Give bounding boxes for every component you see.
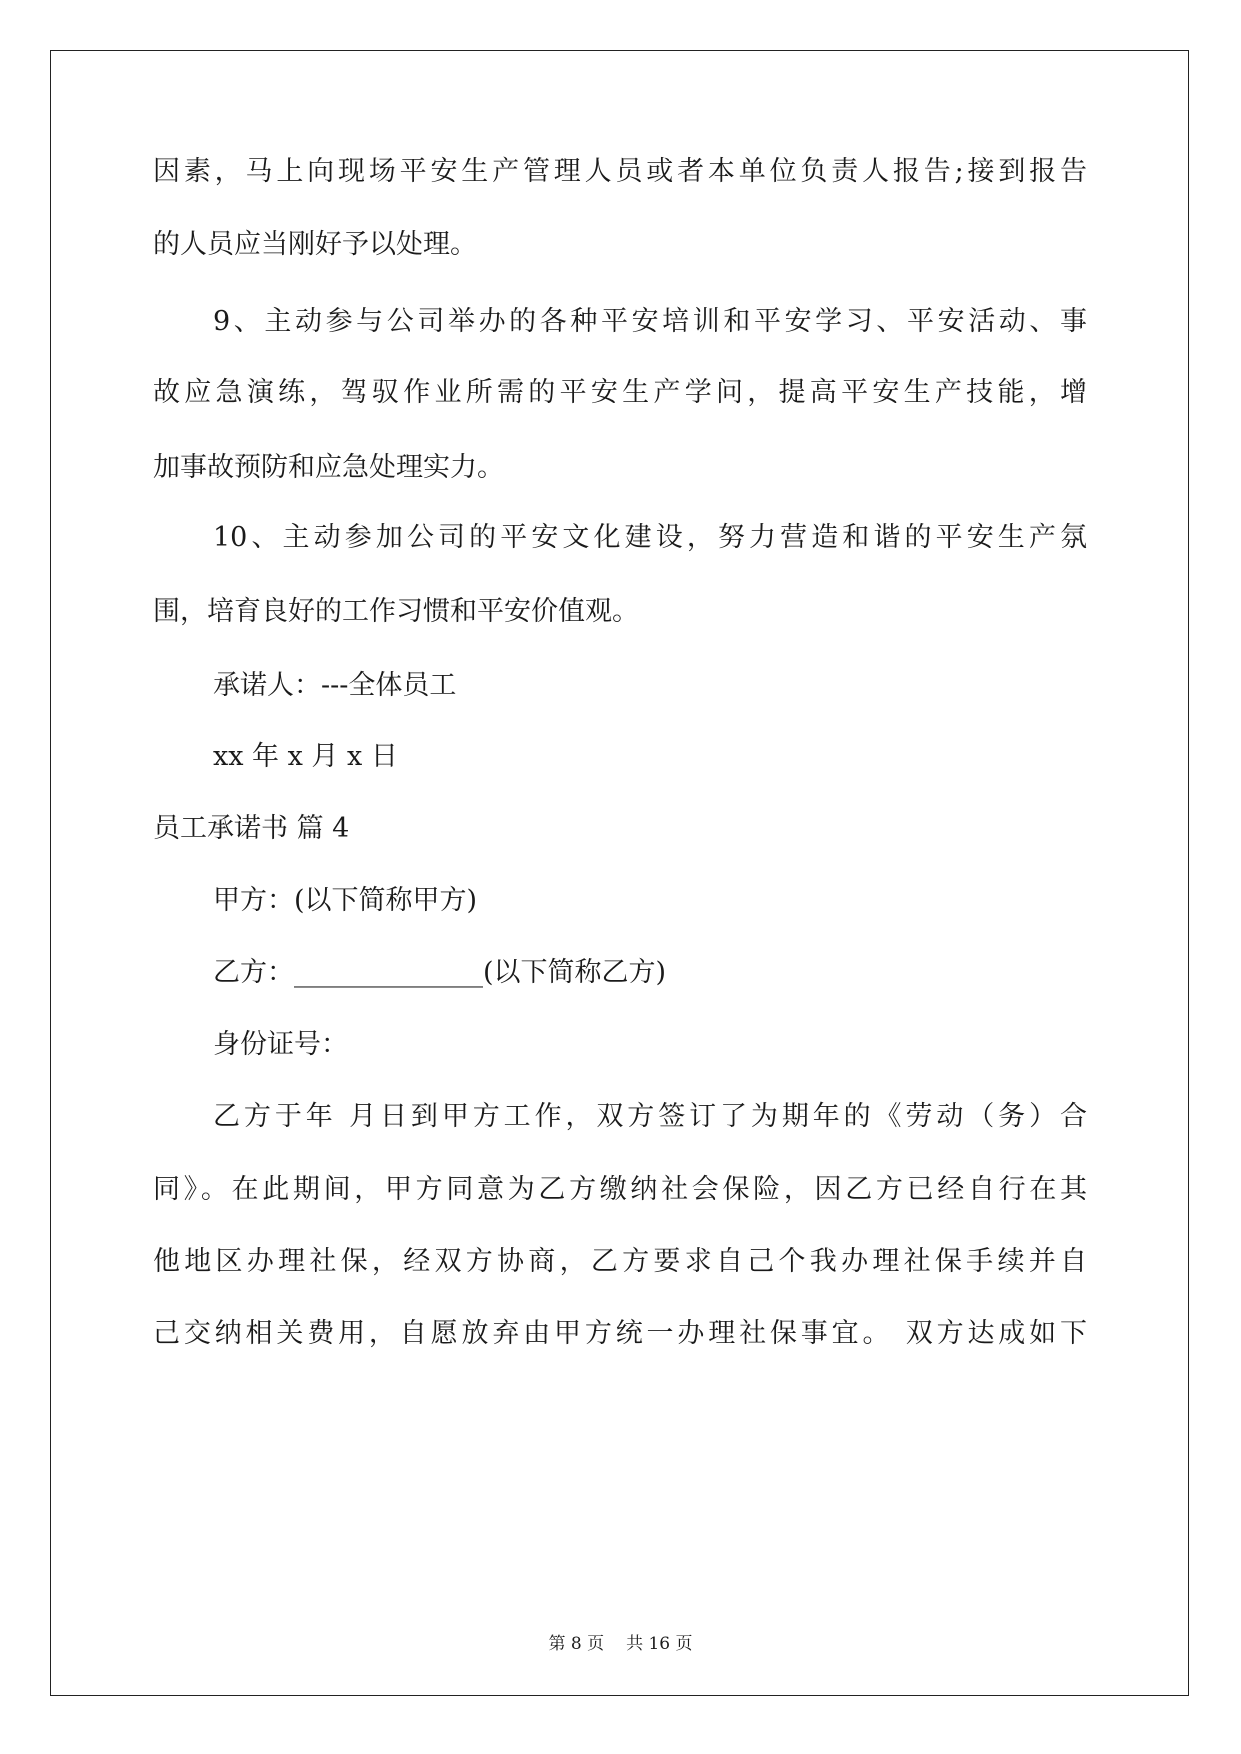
party-b-line: 乙方：______________(以下简称乙方) <box>213 957 667 988</box>
text-line: 围，培育良好的工作习惯和平安价值观。 <box>153 596 639 627</box>
party-a-line: 甲方：(以下简称甲方) <box>213 885 478 916</box>
text-line: 9、主动参与公司举办的各种平安培训和平安学习、平安活动、事 <box>213 306 1087 337</box>
page-number: 第 8 页 <box>548 1634 605 1654</box>
text-line: 10、主动参加公司的平安文化建设，努力营造和谐的平安生产氛 <box>213 522 1087 553</box>
date-line: xx 年 x 月 x 日 <box>213 741 398 772</box>
text-line: 他地区办理社保，经双方协商，乙方要求自己个我办理社保手续并自 <box>153 1246 1087 1277</box>
text-line: 己交纳相关费用，自愿放弃由甲方统一办理社保事宜。 双方达成如下 <box>153 1318 1087 1349</box>
text-line: 故应急演练，驾驭作业所需的平安生产学问，提高平安生产技能，增 <box>153 377 1087 408</box>
page-border <box>50 50 1189 1696</box>
text-line: 加事故预防和应急处理实力。 <box>153 452 504 483</box>
id-number-line: 身份证号： <box>213 1029 348 1060</box>
text-line: 因素，马上向现场平安生产管理人员或者本单位负责人报告;接到报告 <box>153 156 1087 187</box>
page-footer <box>0 1629 1241 1654</box>
text-line: 的人员应当刚好予以处理。 <box>153 229 477 260</box>
section-heading: 员工承诺书 篇 4 <box>153 813 350 844</box>
signatory-line: 承诺人：---全体员工 <box>213 670 457 701</box>
text-line: 乙方于年 月日到甲方工作，双方签订了为期年的《劳动（务）合 <box>213 1101 1087 1132</box>
page-total: 共 16 页 <box>626 1634 693 1654</box>
text-line: 同》。在此期间，甲方同意为乙方缴纳社会保险，因乙方已经自行在其 <box>153 1174 1087 1205</box>
